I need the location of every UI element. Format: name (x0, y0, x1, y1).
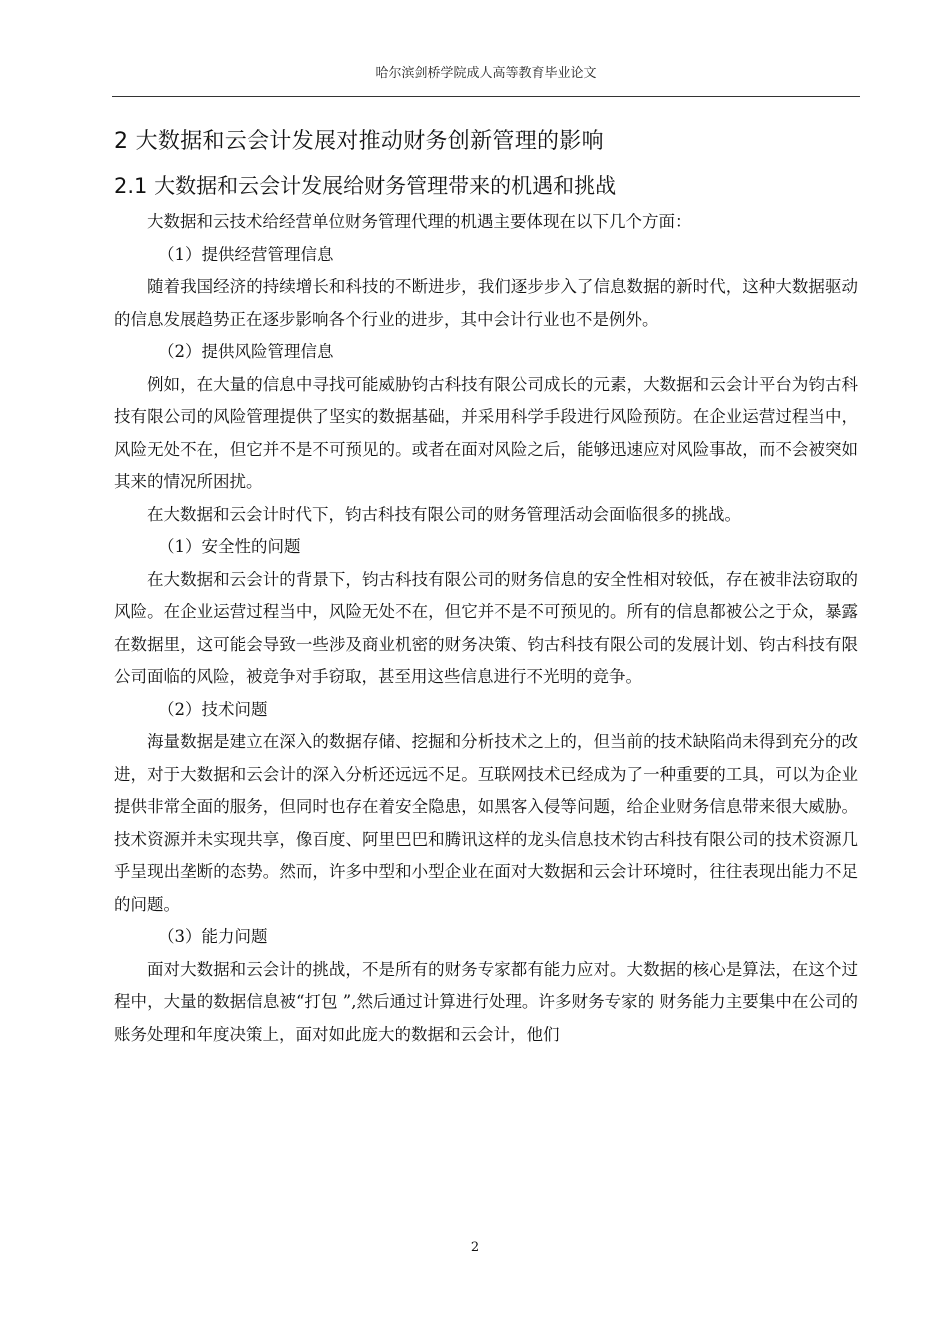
page-number: 2 (470, 1240, 480, 1255)
chapter-title: 2 大数据和云会计发展对推动财务创新管理的影响 (114, 129, 604, 154)
list-item-risk-info: （2）提供风险管理信息 (158, 342, 334, 361)
paragraph-technology: 海量数据是建立在深入的数据存储、挖掘和分析技术之上的，但当前的技术缺陷尚未得到充分的改进，对于大数据和云会计的深入分析还远远不足。互联网技术已经成为了一种重要的工具，可以为企业提供非常全面的服务，但同时也存在着安全隐患，如黑客入侵等问题，给企业财务信息带来很大威胁。技术资源并未实现共享，像百度、阿里巴巴和腾讯这样的龙头信息技术钧古科技有限公司的技术资源几乎呈现出垄断的态势。然而，许多中型和小型企业在面对大数据和云会计环境时，往往表现出能力不足的问题。 (114, 732, 858, 914)
paragraph-security: 在大数据和云会计的背景下，钧古科技有限公司的财务信息的安全性相对较低，存在被非法窃取的风险。在企业运营过程当中，风险无处不在，但它并不是不可预见的。所有的信息都被公之于众，暴露在数据里，这可能会导致一些涉及商业机密的财务决策、钧古科技有限公司的发展计划、钧古科技有限公司面临的风险，被竞争对手窃取，甚至用这些信息进行不光明的竞争。 (114, 569, 858, 686)
paragraph-risk-info: 例如，在大量的信息中寻找可能威胁钧古科技有限公司成长的元素，大数据和云会计平台为钧古科技有限公司的风险管理提供了坚实的数据基础，并采用科学手段进行风险预防。在企业运营过程当中，风险无处不在，但它并不是不可预见的。或者在面对风险之后，能够迅速应对风险事故，而不会被突如其来的情况所困扰。 (114, 374, 858, 491)
list-item-operating-info: （1）提供经营管理信息 (158, 244, 334, 264)
paragraph-operating-info: 随着我国经济的持续增长和科技的不断进步，我们逐步步入了信息数据的新时代，这种大数据驱动的信息发展趋势正在逐步影响各个行业的进步，其中会计行业也不是例外。 (114, 277, 858, 329)
list-item-technology: （2）技术问题 (158, 699, 268, 719)
header-divider (112, 96, 860, 97)
page-body (114, 122, 858, 1051)
list-item-capability: （3）能力问题 (158, 927, 268, 946)
challenges-intro-paragraph: 在大数据和云会计时代下，钧古科技有限公司的财务管理活动会面临很多的挑战。 (147, 504, 741, 524)
list-item-security: （1）安全性的问题 (158, 537, 301, 556)
running-header: 哈尔滨剑桥学院成人高等教育毕业论文 (375, 66, 597, 81)
paragraph-capability: 面对大数据和云会计的挑战，不是所有的财务专家都有能力应对。大数据的核心是算法，在这个过程中，大量的数据信息被“打包 ”,然后通过计算进行处理。许多财务专家的 财务能力主要集中在公司的账务处理和年度决策上，面对如此庞大的数据和云会计，他们 (114, 959, 858, 1044)
intro-paragraph: 大数据和云技术给经营单位财务管理代理的机遇主要体现在以下几个方面： (147, 212, 692, 231)
section-title: 2.1 大数据和云会计发展给财务管理带来的机遇和挑战 (114, 174, 617, 198)
